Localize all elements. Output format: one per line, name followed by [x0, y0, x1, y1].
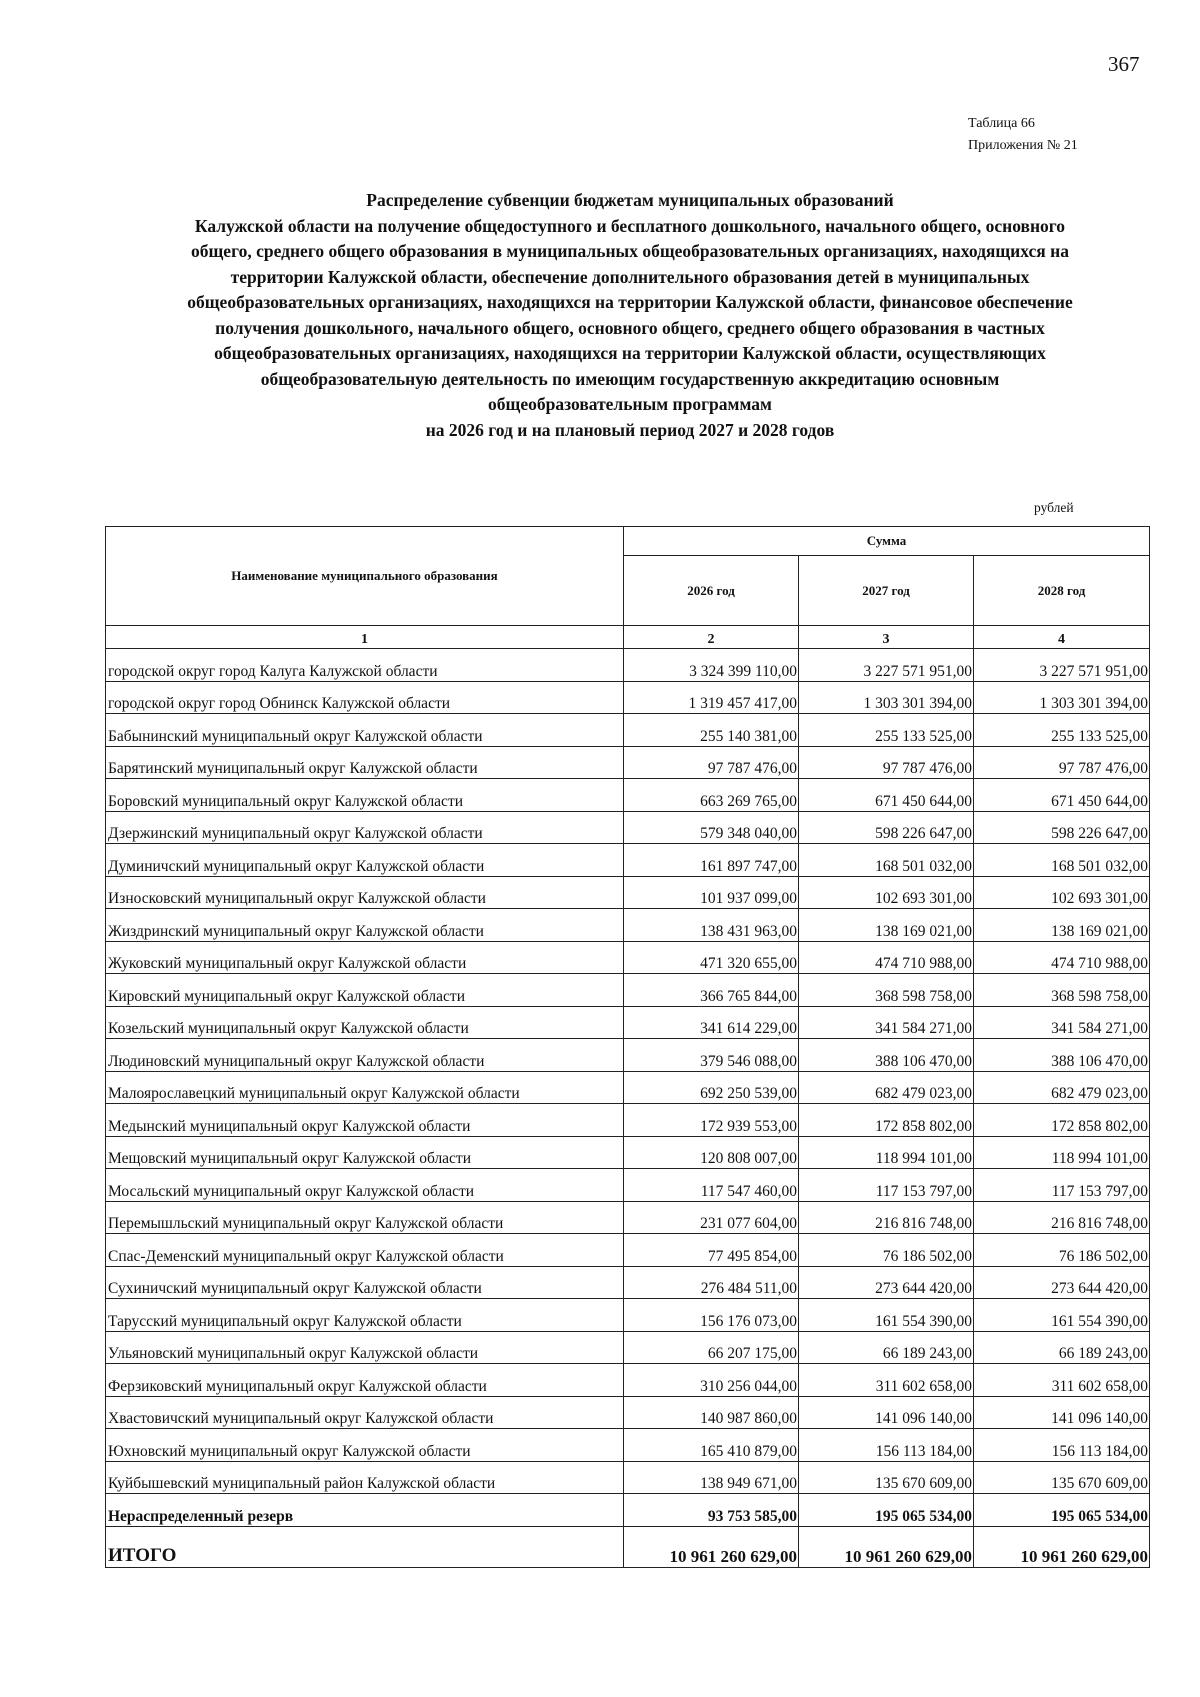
municipality-name: Малоярославецкий муниципальный округ Калужской области [106, 1071, 624, 1104]
table-row [106, 1494, 1150, 1527]
amount-2027: 10 961 260 629,00 [799, 1526, 974, 1567]
amount-2026: 3 324 399 110,00 [624, 649, 799, 682]
table-row [106, 681, 1150, 714]
municipality-name: Нераспределенный резерв [106, 1494, 624, 1527]
amount-2026: 10 961 260 629,00 [624, 1526, 799, 1567]
column-number: 4 [974, 626, 1150, 649]
amount-2026: 138 949 671,00 [624, 1461, 799, 1494]
header-year-2028: 2028 год [974, 556, 1150, 626]
amount-2027: 195 065 534,00 [799, 1494, 974, 1527]
municipality-name: Сухиничский муниципальный округ Калужской области [106, 1266, 624, 1299]
amount-2027: 135 670 609,00 [799, 1461, 974, 1494]
header-sum: Сумма [624, 527, 1150, 556]
units-label: рублей [1034, 500, 1074, 515]
amount-2027: 168 501 032,00 [799, 844, 974, 877]
amount-2027: 118 994 101,00 [799, 1136, 974, 1169]
municipality-name: городской округ город Калуга Калужской области [106, 649, 624, 682]
table-row [106, 974, 1150, 1007]
table-row [106, 1331, 1150, 1364]
amount-2027: 1 303 301 394,00 [799, 681, 974, 714]
header-name: Наименование муниципального образования [106, 527, 624, 626]
municipality-name: Юхновский муниципальный округ Калужской области [106, 1429, 624, 1462]
amount-2028: 474 710 988,00 [974, 941, 1150, 974]
amount-2028: 341 584 271,00 [974, 1006, 1150, 1039]
amount-2028: 10 961 260 629,00 [974, 1526, 1150, 1567]
table-row [106, 1006, 1150, 1039]
amount-2026: 172 939 553,00 [624, 1104, 799, 1137]
amount-2027: 311 602 658,00 [799, 1364, 974, 1397]
amount-2027: 3 227 571 951,00 [799, 649, 974, 682]
column-number: 1 [106, 626, 624, 649]
amount-2027: 368 598 758,00 [799, 974, 974, 1007]
amount-2026: 161 897 747,00 [624, 844, 799, 877]
amount-2028: 598 226 647,00 [974, 811, 1150, 844]
amount-2027: 156 113 184,00 [799, 1429, 974, 1462]
table-row [106, 746, 1150, 779]
title-line: общеобразовательным программам [488, 394, 772, 414]
municipality-name: городской округ город Обнинск Калужской области [106, 681, 624, 714]
amount-2028: 102 693 301,00 [974, 876, 1150, 909]
table-row [106, 1104, 1150, 1137]
amount-2028: 76 186 502,00 [974, 1234, 1150, 1267]
header-year-2027: 2027 год [799, 556, 974, 626]
amount-2027: 682 479 023,00 [799, 1071, 974, 1104]
amount-2028: 1 303 301 394,00 [974, 681, 1150, 714]
title-line: на 2026 год и на плановый период 2027 и 2028 годов [425, 419, 835, 440]
municipality-name: Перемышльский муниципальный округ Калужской области [106, 1201, 624, 1234]
municipality-name: Кировский муниципальный округ Калужской области [106, 974, 624, 1007]
municipality-name: Мещовский муниципальный округ Калужской области [106, 1136, 624, 1169]
amount-2028: 118 994 101,00 [974, 1136, 1150, 1169]
table-row [106, 844, 1150, 877]
municipality-name: Тарусский муниципальный округ Калужской области [106, 1299, 624, 1332]
table-row [106, 909, 1150, 942]
amount-2027: 102 693 301,00 [799, 876, 974, 909]
table-row [106, 1299, 1150, 1332]
municipality-name: Жиздринский муниципальный округ Калужской области [106, 909, 624, 942]
amount-2028: 195 065 534,00 [974, 1494, 1150, 1527]
municipality-name: Ферзиковский муниципальный округ Калужской области [106, 1364, 624, 1397]
title-line: общеобразовательных организациях, находящихся на территории Калужской области, осуществляющих [214, 343, 1046, 363]
amount-2027: 216 816 748,00 [799, 1201, 974, 1234]
amount-2027: 671 450 644,00 [799, 779, 974, 812]
amount-2027: 172 858 802,00 [799, 1104, 974, 1137]
amount-2026: 579 348 040,00 [624, 811, 799, 844]
table-row [106, 714, 1150, 747]
amount-2026: 138 431 963,00 [624, 909, 799, 942]
amount-2028: 311 602 658,00 [974, 1364, 1150, 1397]
municipality-name: Боровский муниципальный округ Калужской области [106, 779, 624, 812]
amount-2028: 172 858 802,00 [974, 1104, 1150, 1137]
amount-2026: 156 176 073,00 [624, 1299, 799, 1332]
municipality-name: Износковский муниципальный округ Калужской области [106, 876, 624, 909]
amount-2028: 3 227 571 951,00 [974, 649, 1150, 682]
title-line: территории Калужской области, обеспечение дополнительного образования детей в муниципальных [230, 266, 1030, 287]
amount-2026: 120 808 007,00 [624, 1136, 799, 1169]
subvention-table [105, 526, 1150, 1568]
amount-2027: 255 133 525,00 [799, 714, 974, 747]
amount-2026: 117 547 460,00 [624, 1169, 799, 1202]
column-number: 2 [624, 626, 799, 649]
table-row [106, 941, 1150, 974]
municipality-name: Людиновский муниципальный округ Калужской области [106, 1039, 624, 1072]
amount-2028: 682 479 023,00 [974, 1071, 1150, 1104]
title-line: общего, среднего общего образования в муниципальных общеобразовательных организациях, находящихся на [191, 241, 1069, 261]
amount-2027: 66 189 243,00 [799, 1331, 974, 1364]
amount-2028: 168 501 032,00 [974, 844, 1150, 877]
table-number: Таблица 66 [968, 116, 1035, 131]
amount-2026: 77 495 854,00 [624, 1234, 799, 1267]
table-row [106, 811, 1150, 844]
table-row [106, 1234, 1150, 1267]
amount-2026: 276 484 511,00 [624, 1266, 799, 1299]
amount-2028: 388 106 470,00 [974, 1039, 1150, 1072]
table-row [106, 1526, 1150, 1567]
amount-2028: 141 096 140,00 [974, 1396, 1150, 1429]
table-row [106, 1039, 1150, 1072]
title-line: общеобразовательную деятельность по имеющим государственную аккредитацию основным [260, 368, 1000, 389]
table-row [106, 1071, 1150, 1104]
amount-2027: 97 787 476,00 [799, 746, 974, 779]
amount-2026: 101 937 099,00 [624, 876, 799, 909]
column-number: 3 [799, 626, 974, 649]
amount-2026: 310 256 044,00 [624, 1364, 799, 1397]
table-row [106, 1396, 1150, 1429]
municipality-name: Хвастовичский муниципальный округ Калужской области [106, 1396, 624, 1429]
amount-2027: 117 153 797,00 [799, 1169, 974, 1202]
amount-2026: 341 614 229,00 [624, 1006, 799, 1039]
amount-2028: 156 113 184,00 [974, 1429, 1150, 1462]
table-row [106, 1169, 1150, 1202]
municipality-name: Барятинский муниципальный округ Калужской области [106, 746, 624, 779]
table-row [106, 649, 1150, 682]
amount-2026: 93 753 585,00 [624, 1494, 799, 1527]
municipality-name: Ульяновский муниципальный округ Калужской области [106, 1331, 624, 1364]
document-title [95, 188, 1165, 443]
amount-2028: 97 787 476,00 [974, 746, 1150, 779]
amount-2028: 161 554 390,00 [974, 1299, 1150, 1332]
amount-2026: 140 987 860,00 [624, 1396, 799, 1429]
table-row [106, 779, 1150, 812]
table-row [106, 1136, 1150, 1169]
amount-2026: 663 269 765,00 [624, 779, 799, 812]
municipality-name: Жуковский муниципальный округ Калужской области [106, 941, 624, 974]
appendix-number: Приложения № 21 [968, 138, 1078, 153]
amount-2026: 66 207 175,00 [624, 1331, 799, 1364]
amount-2027: 598 226 647,00 [799, 811, 974, 844]
municipality-name: Думиничский муниципальный округ Калужской области [106, 844, 624, 877]
municipality-name: Спас-Деменский муниципальный округ Калужской области [106, 1234, 624, 1267]
municipality-name: Бабынинский муниципальный округ Калужской области [106, 714, 624, 747]
amount-2027: 141 096 140,00 [799, 1396, 974, 1429]
municipality-name: ИТОГО [106, 1526, 624, 1567]
amount-2026: 165 410 879,00 [624, 1429, 799, 1462]
title-line: Калужской области на получение общедоступного и бесплатного дошкольного, начального общего, основного [194, 215, 1066, 236]
amount-2027: 138 169 021,00 [799, 909, 974, 942]
amount-2027: 388 106 470,00 [799, 1039, 974, 1072]
amount-2026: 471 320 655,00 [624, 941, 799, 974]
table-row [106, 1364, 1150, 1397]
header-year-2026: 2026 год [624, 556, 799, 626]
amount-2028: 216 816 748,00 [974, 1201, 1150, 1234]
table-row [106, 1201, 1150, 1234]
amount-2026: 97 787 476,00 [624, 746, 799, 779]
amount-2027: 273 644 420,00 [799, 1266, 974, 1299]
amount-2028: 135 670 609,00 [974, 1461, 1150, 1494]
table-row [106, 1266, 1150, 1299]
amount-2028: 255 133 525,00 [974, 714, 1150, 747]
amount-2026: 1 319 457 417,00 [624, 681, 799, 714]
title-line: получения дошкольного, начального общего, основного общего, среднего общего образования в частных [215, 317, 1045, 338]
amount-2028: 671 450 644,00 [974, 779, 1150, 812]
amount-2027: 161 554 390,00 [799, 1299, 974, 1332]
amount-2028: 117 153 797,00 [974, 1169, 1150, 1202]
amount-2028: 138 169 021,00 [974, 909, 1150, 942]
title-line: Распределение субвенции бюджетам муниципальных образований [366, 190, 894, 210]
table-row [106, 876, 1150, 909]
amount-2028: 368 598 758,00 [974, 974, 1150, 1007]
municipality-name: Козельский муниципальный округ Калужской области [106, 1006, 624, 1039]
amount-2028: 273 644 420,00 [974, 1266, 1150, 1299]
amount-2026: 379 546 088,00 [624, 1039, 799, 1072]
amount-2027: 474 710 988,00 [799, 941, 974, 974]
municipality-name: Медынский муниципальный округ Калужской области [106, 1104, 624, 1137]
amount-2027: 341 584 271,00 [799, 1006, 974, 1039]
amount-2026: 366 765 844,00 [624, 974, 799, 1007]
amount-2026: 692 250 539,00 [624, 1071, 799, 1104]
title-line: общеобразовательных организациях, находящихся на территории Калужской области, финансовое обеспечение [187, 292, 1073, 312]
table-reference [968, 113, 1078, 157]
municipality-name: Мосальский муниципальный округ Калужской области [106, 1169, 624, 1202]
municipality-name: Дзержинский муниципальный округ Калужской области [106, 811, 624, 844]
amount-2028: 66 189 243,00 [974, 1331, 1150, 1364]
amount-2026: 255 140 381,00 [624, 714, 799, 747]
amount-2026: 231 077 604,00 [624, 1201, 799, 1234]
table-row [106, 1429, 1150, 1462]
page-number: 367 [1108, 52, 1140, 76]
amount-2027: 76 186 502,00 [799, 1234, 974, 1267]
table-row [106, 1461, 1150, 1494]
municipality-name: Куйбышевский муниципальный район Калужской области [106, 1461, 624, 1494]
